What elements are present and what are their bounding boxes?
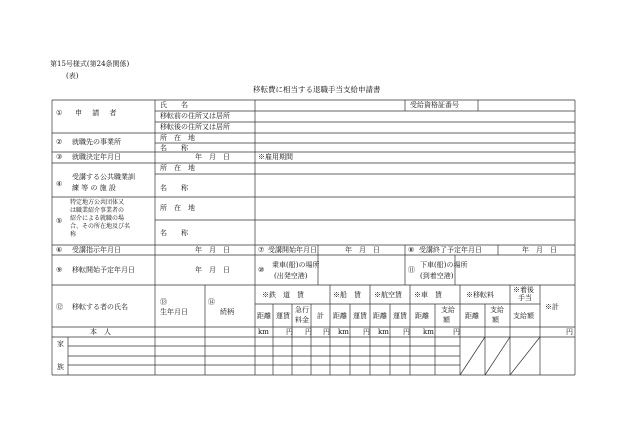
row6-label: 受講指示年月日 <box>72 246 121 254</box>
row2-number: ② <box>56 138 63 146</box>
unit-km-rail: km <box>258 328 269 336</box>
row3-date: 年 月 日 <box>195 153 230 161</box>
row9-date: 年 月 日 <box>195 266 230 274</box>
row4-label-line1: 受講する公共職業訓 <box>72 173 135 181</box>
unit-yen-rail-total: 円 <box>323 328 330 336</box>
row4-number: ④ <box>56 180 63 188</box>
row8-number: ⑧ <box>408 246 415 254</box>
after-address-label: 移転後の住所又は居所 <box>160 123 230 131</box>
row12-number: ⑫ <box>56 303 63 311</box>
row12-label: 移転する者の氏名 <box>72 303 128 311</box>
row5-label-line2: は職業紹介事業者の <box>70 207 125 214</box>
row11-number: ⑪ <box>408 266 415 274</box>
self-label: 本 人 <box>90 328 111 336</box>
moving-pay-line1: 支給 <box>490 306 504 314</box>
row5-label-line3: 紹介による就職の場 <box>70 215 125 222</box>
row3-label: 就職決定年月日 <box>72 153 121 161</box>
row6-number: ⑥ <box>56 246 63 254</box>
ship-header: ※船 賃 <box>333 291 361 299</box>
row13-label: 生年月日 <box>160 308 188 316</box>
unit-yen-rail-fare: 円 <box>286 328 293 336</box>
row10-label-line1: 乗車(船)の場所 <box>272 261 320 269</box>
employment-period-label: ※雇用期間 <box>258 153 293 161</box>
row5-label-line4: 合、その所在地及び名 <box>70 223 131 230</box>
moving-pay-line2: 額 <box>492 316 499 324</box>
unit-yen-ship: 円 <box>363 328 370 336</box>
row7-label: 受講開始年月日 <box>268 246 317 254</box>
moving-distance-header: 距離 <box>465 312 479 320</box>
row9-number: ⑨ <box>56 266 63 274</box>
cert-label: 受給資格証番号 <box>410 101 459 109</box>
form-number: 第15号様式(第24条関係) <box>50 60 130 68</box>
settle-header-line2: 手当 <box>518 294 532 302</box>
unit-yen-total: 円 <box>566 328 573 336</box>
facility-name-label: 名 称 <box>160 184 188 192</box>
car-header: ※車 賃 <box>414 291 442 299</box>
unit-yen-air: 円 <box>403 328 410 336</box>
family-label-1: 家 <box>57 340 64 348</box>
family-label-2: 族 <box>57 363 64 371</box>
agency-name-label: 名 称 <box>160 229 188 237</box>
row14-number: ⑭ <box>208 298 215 306</box>
row11-label-line2: (到着空港) <box>420 272 454 280</box>
total-header: ※計 <box>545 303 559 311</box>
ship-fare-header: 運賃 <box>353 312 367 320</box>
row8-date: 年 月 日 <box>522 246 557 254</box>
ship-distance-header: 距離 <box>333 312 347 320</box>
unit-yen-car: 円 <box>453 328 460 336</box>
form-title: 移転費に相当する退職手当支給申請書 <box>253 85 381 94</box>
unit-km-car: km <box>423 328 434 336</box>
row2-label: 就職先の事業所 <box>72 138 121 146</box>
row3-number: ③ <box>56 153 63 161</box>
settle-header-line1: ※着後 <box>513 286 534 294</box>
car-distance-header: 距離 <box>415 312 429 320</box>
agency-location-label: 所 在 地 <box>160 204 195 212</box>
car-pay-line2: 額 <box>443 316 450 324</box>
employer-name-label: 名 称 <box>160 144 188 152</box>
row7-date: 年 月 日 <box>345 246 380 254</box>
rail-express-line2: 料金 <box>295 316 309 324</box>
rail-subtotal-header: 計 <box>317 312 324 320</box>
railway-header: ※鉄 道 賃 <box>262 291 304 299</box>
unit-km-air: km <box>378 328 389 336</box>
row9-label: 移転開始予定年月日 <box>72 266 135 274</box>
row7-number: ⑦ <box>258 246 265 254</box>
row5-number: ⑤ <box>56 217 63 225</box>
row6-date: 年 月 日 <box>195 246 230 254</box>
unit-yen-rail-express: 円 <box>305 328 312 336</box>
row4-label-line2: 練 等 の 施 設 <box>72 184 116 192</box>
name-label: 氏 名 <box>160 101 188 109</box>
facility-location-label: 所 在 地 <box>160 164 195 172</box>
air-fare-header: 運賃 <box>393 312 407 320</box>
employer-location-label: 所 在 地 <box>160 134 195 142</box>
rail-fare-header: 運賃 <box>276 312 290 320</box>
rail-distance-header: 距離 <box>257 312 271 320</box>
before-address-label: 移転前の住所又は居所 <box>160 112 230 120</box>
moving-header: ※移転料 <box>466 291 494 299</box>
row1-number: ① <box>56 109 63 117</box>
row1-label: 申 請 者 <box>75 109 121 117</box>
row5-label-line1: 特定地方公共団体又 <box>70 199 125 206</box>
side-mark: (表) <box>66 72 79 80</box>
rail-express-line1: 急行 <box>295 306 309 314</box>
row10-number: ⑩ <box>258 266 265 274</box>
car-pay-line1: 支給 <box>441 306 455 314</box>
row14-label: 続柄 <box>220 308 234 316</box>
air-distance-header: 距離 <box>373 312 387 320</box>
row8-label: 受講終了予定年月日 <box>419 246 482 254</box>
row11-label-line1: 下車(船)の場所 <box>420 261 468 269</box>
row10-label-line2: (出発空港) <box>274 272 308 280</box>
unit-km-ship: km <box>338 328 349 336</box>
row5-label-line5: 称 <box>70 231 77 238</box>
settle-pay-header: 支給額 <box>513 312 534 320</box>
air-header: ※航空賃 <box>374 291 402 299</box>
row13-number: ⑬ <box>160 298 167 306</box>
